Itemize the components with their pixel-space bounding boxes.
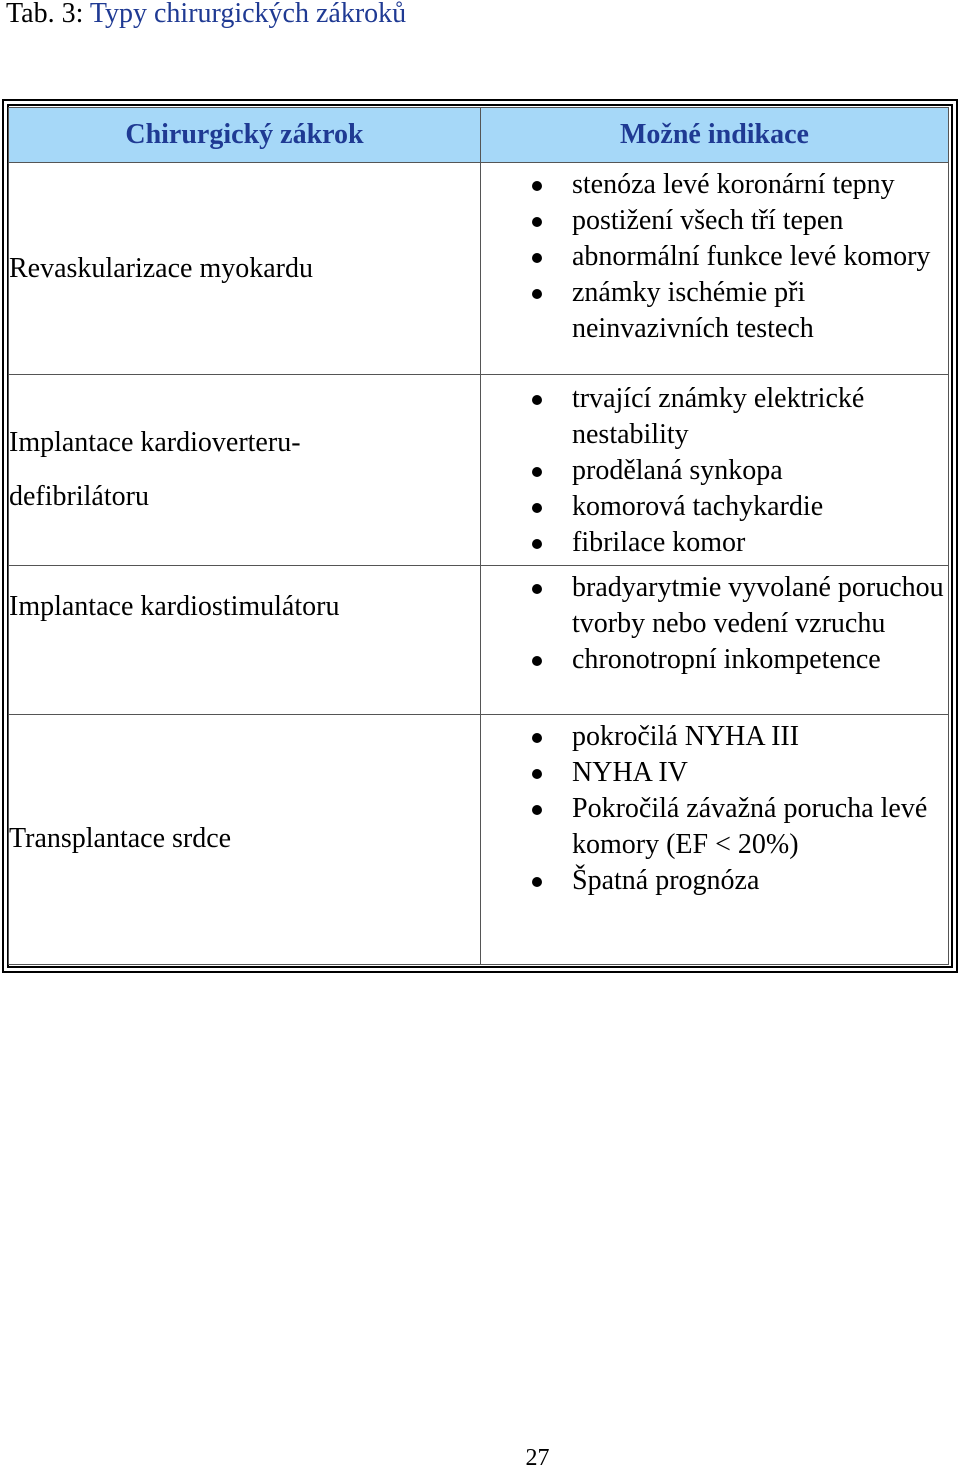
list-item: chronotropní inkompetence bbox=[481, 642, 948, 678]
list-item: trvající známky elektrické nestability bbox=[481, 381, 948, 453]
caption-separator: : bbox=[75, 0, 84, 29]
caption-label: Tab. 3 bbox=[6, 0, 76, 29]
table-row bbox=[9, 375, 949, 566]
procedure-cell bbox=[9, 566, 481, 715]
header-indications: Možné indikace bbox=[481, 108, 949, 163]
indications-cell bbox=[481, 375, 949, 566]
header-procedure: Chirurgický zákrok bbox=[9, 108, 481, 163]
procedure-cell bbox=[9, 375, 481, 566]
list-item: komorová tachykardie bbox=[481, 489, 948, 525]
list-item: abnormální funkce levé komory bbox=[481, 239, 948, 275]
list-item: postižení všech tří tepen bbox=[481, 203, 948, 239]
list-item: NYHA IV bbox=[481, 755, 948, 791]
table-row bbox=[9, 714, 949, 964]
table-header-row bbox=[9, 108, 949, 163]
procedure-name-line: Implantace kardioverteru- bbox=[9, 427, 301, 459]
indications-cell bbox=[481, 163, 949, 375]
list-item: Špatná prognóza bbox=[481, 863, 948, 899]
surgical-procedures-table bbox=[8, 107, 949, 965]
procedure-cell bbox=[9, 163, 481, 375]
indications-cell bbox=[481, 566, 949, 715]
procedure-name: Revaskularizace myokardu bbox=[9, 252, 313, 284]
table-caption bbox=[6, 0, 406, 30]
indications-cell bbox=[481, 714, 949, 964]
list-item: bradyarytmie vyvolané poruchou tvorby nebo vedení vzruchu bbox=[481, 570, 948, 642]
procedure-name: Implantace kardiostimulátoru bbox=[9, 591, 340, 623]
list-item: pokročilá NYHA III bbox=[481, 719, 948, 755]
procedure-name-line: defibrilátoru bbox=[9, 481, 149, 513]
table-row bbox=[9, 163, 949, 375]
list-item: Pokročilá závažná porucha levé komory (EF < 20%) bbox=[481, 791, 948, 863]
procedure-cell bbox=[9, 714, 481, 964]
list-item: známky ischémie při neinvazivních testech bbox=[481, 275, 948, 347]
table-row bbox=[9, 566, 949, 715]
list-item: stenóza levé koronární tepny bbox=[481, 167, 948, 203]
procedure-name: Transplantace srdce bbox=[9, 823, 232, 855]
page-number: 27 bbox=[525, 1445, 550, 1471]
list-item: fibrilace komor bbox=[481, 525, 948, 561]
caption-title: Typy chirurgických zákroků bbox=[83, 0, 407, 29]
list-item: prodělaná synkopa bbox=[481, 453, 948, 489]
